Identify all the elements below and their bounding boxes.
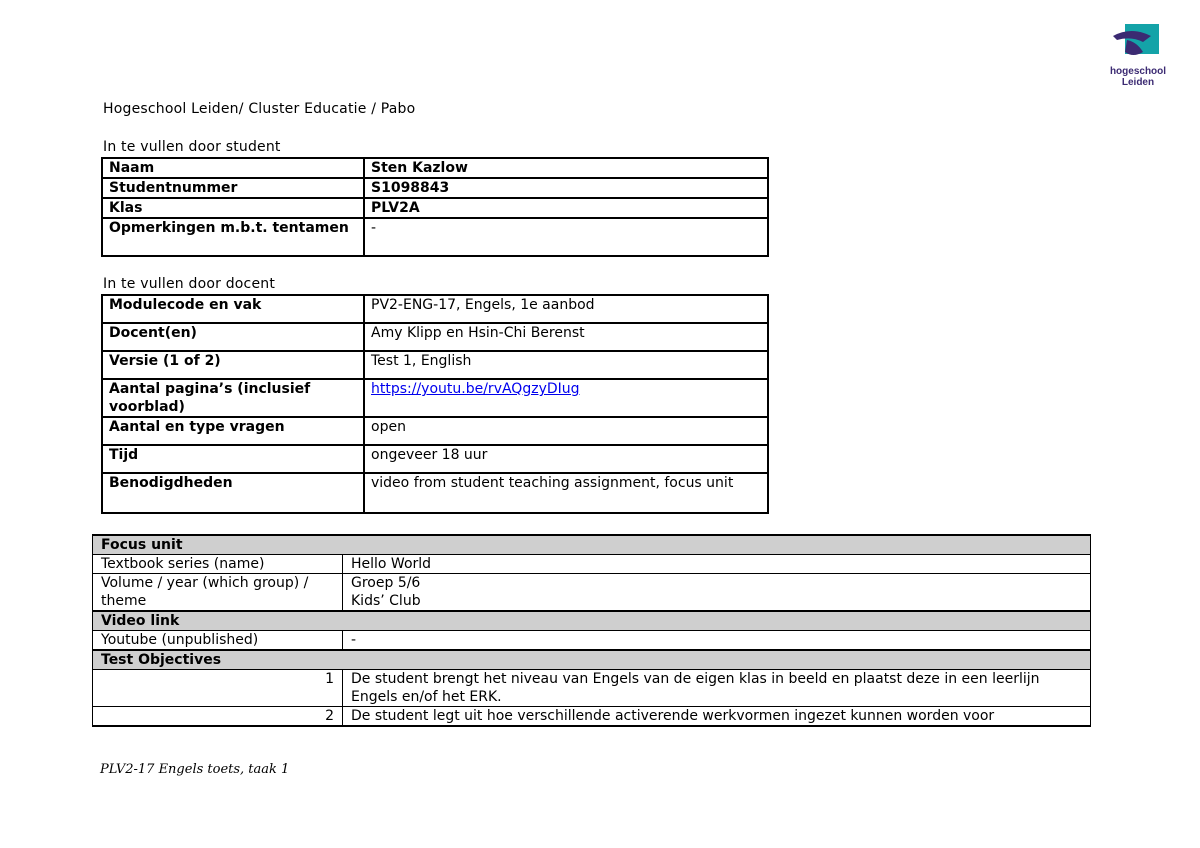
objective-text: De student brengt het niveau van Engels van de eigen klas in beeld en plaatst deze in een leerlijn Engels en/of het ERK. (343, 670, 1091, 707)
version-label: Versie (1 of 2) (102, 351, 364, 379)
materials-label: Benodigdheden (102, 473, 364, 513)
test-objectives-header: Test Objectives (93, 650, 1091, 670)
objective-number: 2 (93, 707, 343, 727)
studentnumber-value[interactable]: S1098843 (364, 178, 768, 198)
modulecode-value: PV2-ENG-17, Engels, 1e aanbod (364, 295, 768, 323)
name-value[interactable]: Sten Kazlow (364, 158, 768, 178)
table-row (93, 611, 1091, 631)
volume-value-theme: Kids’ Club (351, 593, 421, 609)
table-row (102, 198, 768, 218)
table-row (102, 158, 768, 178)
time-label: Tijd (102, 445, 364, 473)
docent-value: Amy Klipp en Hsin-Chi Berenst (364, 323, 768, 351)
table-row (93, 670, 1091, 707)
table-row (93, 707, 1091, 727)
remarks-value[interactable]: - (364, 218, 768, 256)
document-title: Hogeschool Leiden/ Cluster Educatie / Pabo (103, 101, 416, 117)
docent-info-table (101, 294, 769, 514)
student-section-heading: In te vullen door student (103, 139, 281, 155)
name-label: Naam (102, 158, 364, 178)
page-footer: PLV2-17 Engels toets, taak 1 (100, 762, 290, 777)
class-label: Klas (102, 198, 364, 218)
remarks-label: Opmerkingen m.b.t. tentamen (102, 218, 364, 256)
questions-value: open (364, 417, 768, 445)
table-row (93, 535, 1091, 555)
table-row (102, 178, 768, 198)
questions-label: Aantal en type vragen (102, 417, 364, 445)
docent-label: Docent(en) (102, 323, 364, 351)
focus-unit-table (92, 534, 1091, 727)
student-info-table (101, 157, 769, 257)
materials-value: video from student teaching assignment, focus unit (364, 473, 768, 513)
hogeschool-leiden-logo (1103, 22, 1173, 92)
youtube-label: Youtube (unpublished) (93, 631, 343, 651)
class-value[interactable]: PLV2A (364, 198, 768, 218)
table-row (102, 351, 768, 379)
volume-value-group: Groep 5/6 (351, 575, 421, 591)
table-row (102, 473, 768, 513)
docent-section-heading: In te vullen door docent (103, 276, 276, 292)
objective-text: De student legt uit hoe verschillende activerende werkvormen ingezet kunnen worden voor (343, 707, 1091, 727)
version-value: Test 1, English (364, 351, 768, 379)
table-row (102, 218, 768, 256)
objective-number: 1 (93, 670, 343, 707)
pages-label: Aantal pagina’s (inclusief voorblad) (102, 379, 364, 417)
logo-line-1: hogeschool (1109, 66, 1167, 77)
table-row (102, 445, 768, 473)
logo-bird-icon (1103, 22, 1173, 68)
volume-label: Volume / year (which group) / theme (93, 574, 343, 612)
textbook-value: Hello World (343, 555, 1091, 574)
table-row (93, 650, 1091, 670)
studentnumber-label: Studentnummer (102, 178, 364, 198)
logo-line-2: Leiden (1121, 77, 1155, 88)
table-row (102, 379, 768, 417)
table-row (102, 417, 768, 445)
modulecode-label: Modulecode en vak (102, 295, 364, 323)
time-value: ongeveer 18 uur (364, 445, 768, 473)
focus-unit-header: Focus unit (93, 535, 1091, 555)
table-row (102, 295, 768, 323)
table-row (93, 631, 1091, 651)
youtube-link[interactable]: https://youtu.be/rvAQgzyDIug (371, 381, 580, 397)
textbook-label: Textbook series (name) (93, 555, 343, 574)
youtube-value: - (343, 631, 1091, 651)
table-row (93, 555, 1091, 574)
video-link-header: Video link (93, 611, 1091, 631)
table-row (102, 323, 768, 351)
table-row (93, 574, 1091, 612)
